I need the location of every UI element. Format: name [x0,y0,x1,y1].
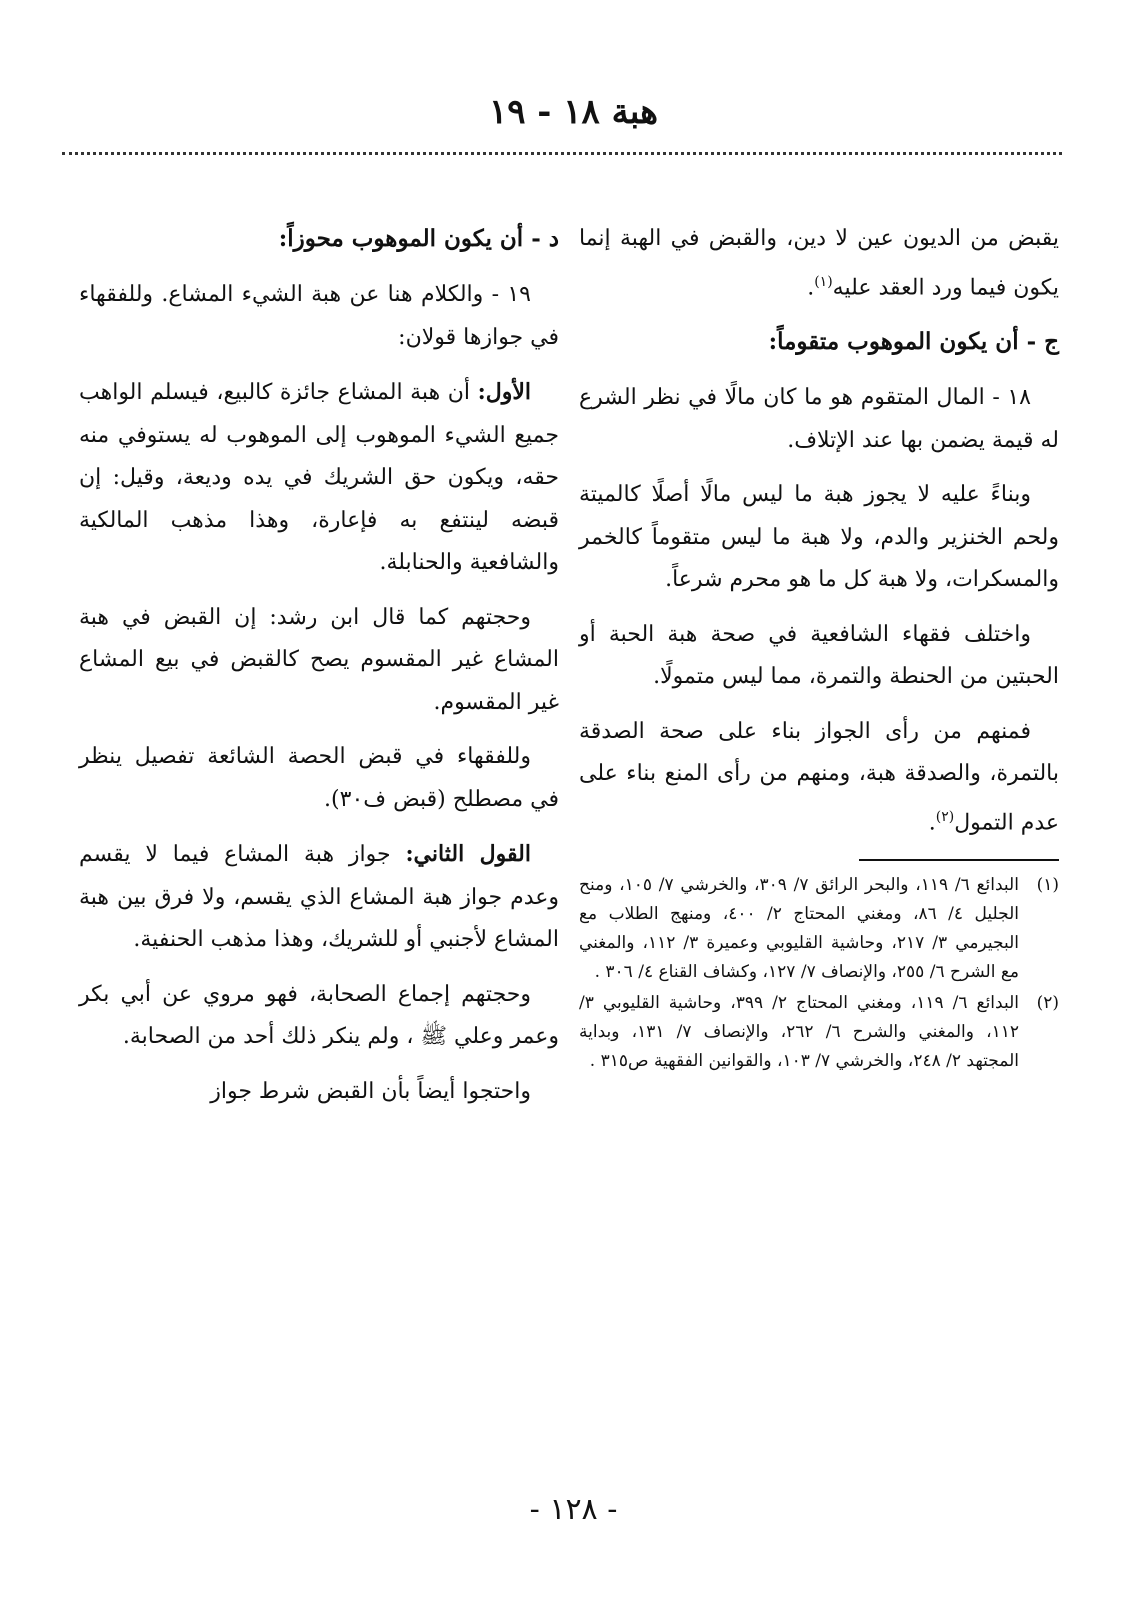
paragraph: وللفقهاء في قبض الحصة الشائعة تفصيل ينظر في مصطلح (قبض ف٣٠). [79,744,559,812]
footnote-text: البدائع ٦/ ١١٩، ومغني المحتاج ٢/ ٣٩٩، وحاشية القليوبي ٣/ ١١٢، والمغني والشرح ٦/ ٢٦٢، والإنصاف ٧/ ١٣١، وبداية المجتهد ٢/ ٢٤٨، والخرشي ٧/ ١٠٣، والقوانين الفقهية ص٣١٥ . [579,992,1019,1071]
paragraph [579,711,1059,845]
left-column [79,218,559,1125]
paragraph: وحجتهم كما قال ابن رشد: إن القبض في هبة المشاع غير المقسوم يصح كالقبض في بيع المشاع غير المقسوم. [79,604,559,715]
paragraph: ١٩ - والكلام هنا عن هبة الشيء المشاع. وللفقهاء في جوازها قولان: [79,282,559,350]
page-number: - ١٢٨ - [529,1492,618,1527]
footnote [579,989,1059,1076]
right-column [579,218,1059,1078]
paragraph-text: جواز هبة المشاع فيما لا يقسم وعدم جواز هبة المشاع الذي يقسم، ولا فرق بين هبة المشاع لأجنبي أو للشريك، وهذا مذهب الحنفية. [79,842,559,952]
paragraph-end: . [807,274,815,300]
paragraph-lead: الأول: [477,379,531,405]
footnote-ref-2: (٢) [935,808,955,825]
footnote-ref-1: (١) [814,273,833,290]
paragraph-end: . [928,810,936,836]
paragraph: واحتجوا أيضاً بأن القبض شرط جواز [210,1078,531,1104]
footnote-text: البدائع ٦/ ١١٩، والبحر الرائق ٧/ ٣٠٩، والخرشي ٧/ ١٠٥، ومنح الجليل ٤/ ٨٦، ومغني المحتاج ٢/ ٤٠٠، ومنهج الطلاب مع البجيرمي ٣/ ٢١٧، وحاشية القليوبي وعميرة ٣/ ١١٢، والمغني مع الشرح ٦/ ٢٥٥، والإنصاف ٧/ ١٢٧، وكشاف القناع ٤/ ٣٠٦ . [579,874,1019,982]
paragraph: وبناءً عليه لا يجوز هبة ما ليس مالًا أصلًا كالميتة ولحم الخنزير والدم، ولا هبة ما ليس متقوماً كالخمر والمسكرات، ولا هبة كل ما هو محرم شرعاً. [579,482,1059,593]
footnote-divider [859,859,1059,861]
section-heading-c: ج - أن يكون الموهوب متقوماً: [768,328,1059,356]
paragraph [579,218,1059,309]
paragraph-lead: القول الثاني: [405,841,531,867]
paragraph [79,833,559,962]
paragraph-text: فمنهم من رأى الجواز بناء على صحة الصدقة بالتمرة، والصدقة هبة، ومنهم من رأى المنع بناء على عدم التمول [579,718,1059,836]
footnote [579,871,1059,987]
paragraph [79,371,559,585]
paragraph-text: يقبض من الديون عين لا دين، والقبض في الهبة إنما يكون فيما ورد العقد عليه [579,226,1059,300]
page-title: هبة ١٨ - ١٩ [488,92,659,132]
footnote-number: (١) [1036,874,1059,895]
paragraph: ١٨ - المال المتقوم هو ما كان مالًا في نظر الشرع له قيمة يضمن بها عند الإتلاف. [579,385,1059,453]
paragraph: وحجتهم إجماع الصحابة، فهو مروي عن أبي بكر وعمر وعلي ﷺ ، ولم ينكر ذلك أحد من الصحابة. [79,981,559,1049]
section-heading-d: د - أن يكون الموهوب محوزاً: [278,225,559,252]
footnote-number: (٢) [1036,992,1059,1013]
paragraph-text: أن هبة المشاع جائزة كالبيع، فيسلم الواهب جميع الشيء الموهوب إلى الموهوب له يستوفي منه حقه، ويكون حق الشريك في يده وديعة، وقيل: إن قبضه لينتفع به فإعارة، وهذا مذهب المالكية والشافعية والحنابلة. [79,380,559,575]
paragraph: واختلف فقهاء الشافعية في صحة هبة الحبة أو الحبتين من الحنطة والتمرة، مما ليس متمولًا. [579,621,1059,690]
header-dotted-divider [62,152,1062,155]
